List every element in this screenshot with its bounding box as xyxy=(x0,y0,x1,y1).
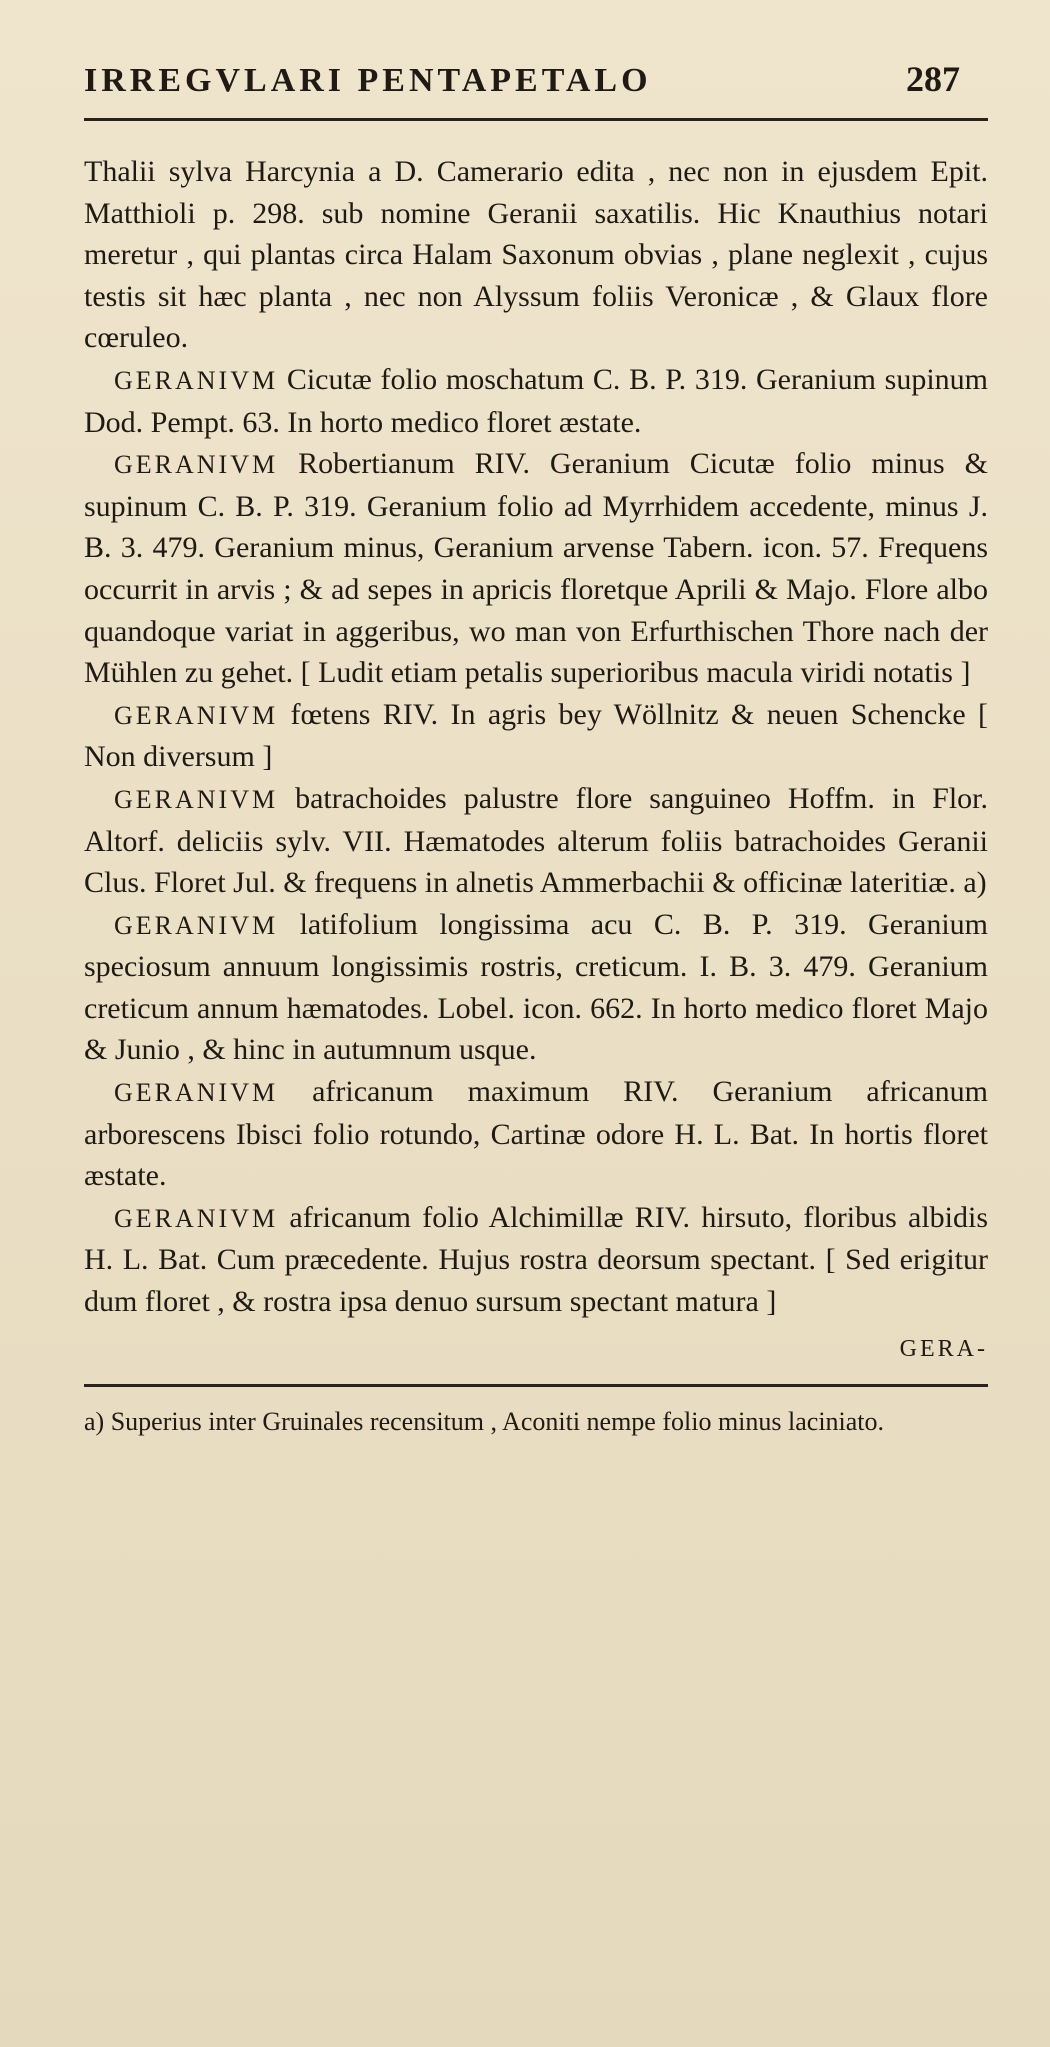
footnote-rule xyxy=(84,1384,988,1387)
entry-paragraph xyxy=(84,151,988,359)
entry-lead: GERANIVM xyxy=(114,910,279,940)
entry-lead: GERANIVM xyxy=(114,700,279,730)
entry-paragraph xyxy=(84,443,988,694)
entry-text: Thalii sylva Harcynia a D. Camerario edita , nec non in ejusdem Epit. Matthioli p. 298. sub nomine Geranii saxatilis. Hic Knauthius notari meretur , qui plantas circa Halam Saxonum obvias , plane neglexit , cujus testis sit hæc planta , nec non Alyssum foliis Veronicæ , & Glaux flore cœruleo. xyxy=(84,155,988,355)
entry-paragraph xyxy=(84,904,988,1071)
entry-paragraph xyxy=(84,694,988,778)
footnote: a) Superius inter Gruinales recensitum , Aconiti nempe folio minus laciniato. xyxy=(84,1407,885,1437)
running-title: IRREGVLARI PENTAPETALO xyxy=(84,62,652,99)
entry-text: latifolium longissima acu C. B. P. 319. Geranium speciosum annuum longissimis rostris, creticum. I. B. 3. 479. Geranium creticum annum hæmatodes. Lobel. icon. 662. In horto medico floret Majo & Junio , & hinc in autumnum usque. xyxy=(84,907,988,1067)
entry-text: batrachoides palustre flore sanguineo Hoffm. in Flor. Altorf. deliciis sylv. VII. Hæmatodes alterum foliis batrachoides Geranii Clus. Floret Jul. & frequens in alnetis Ammerbachii & officinæ lateritiæ. a) xyxy=(84,781,989,900)
body-text xyxy=(84,151,988,1370)
header-rule xyxy=(84,118,988,121)
entry-paragraph xyxy=(84,1197,988,1323)
entry-paragraph xyxy=(84,778,988,904)
entry-lead: GERANIVM xyxy=(114,1078,279,1108)
entry-text: fœtens RIV. In agris bey Wöllnitz & neuen Schencke [ Non diversum ] xyxy=(84,697,989,774)
entry-lead: GERANIVM xyxy=(114,365,279,395)
page-number: 287 xyxy=(906,59,960,99)
entry-text: africanum maximum RIV. Geranium africanum arborescens Ibisci folio rotundo, Cartinæ odore H. L. Bat. In hortis floret æstate. xyxy=(84,1075,989,1193)
entry-lead: GERANIVM xyxy=(114,450,279,480)
entry-lead: GERANIVM xyxy=(114,1203,279,1233)
catchword: GERA- xyxy=(899,1335,988,1362)
running-head xyxy=(84,58,966,114)
entry-paragraph xyxy=(84,359,988,443)
entry-paragraph xyxy=(84,1071,988,1197)
entry-text: africanum folio Alchimillæ RIV. hirsuto, floribus albidis H. L. Bat. Cum præcedente. Hujus rostra deorsum spectant. [ Sed erigitur dum floret , & rostra ipsa denuo sursum spectant matura ] xyxy=(84,1200,988,1319)
entry-text: Robertianum RIV. Geranium Cicutæ folio minus & supinum C. B. P. 319. Geranium folio ad Myrrhidem accedente, minus J. B. 3. 479. Geranium minus, Geranium arvense Tabern. icon. 57. Frequens occurrit in arvis ; & ad sepes in apricis floretque Aprili & Majo. Flore albo quandoque variat in aggeribus, wo man von Erfurthischen Thore nach der Mühlen zu gehet. [ Ludit etiam petalis superioribus macula viridi notatis ] xyxy=(84,447,989,690)
entry-lead: GERANIVM xyxy=(114,784,279,814)
entry-text: Cicutæ folio moschatum C. B. P. 319. Geranium supinum Dod. Pempt. 63. In horto medico floret æstate. xyxy=(84,362,989,439)
